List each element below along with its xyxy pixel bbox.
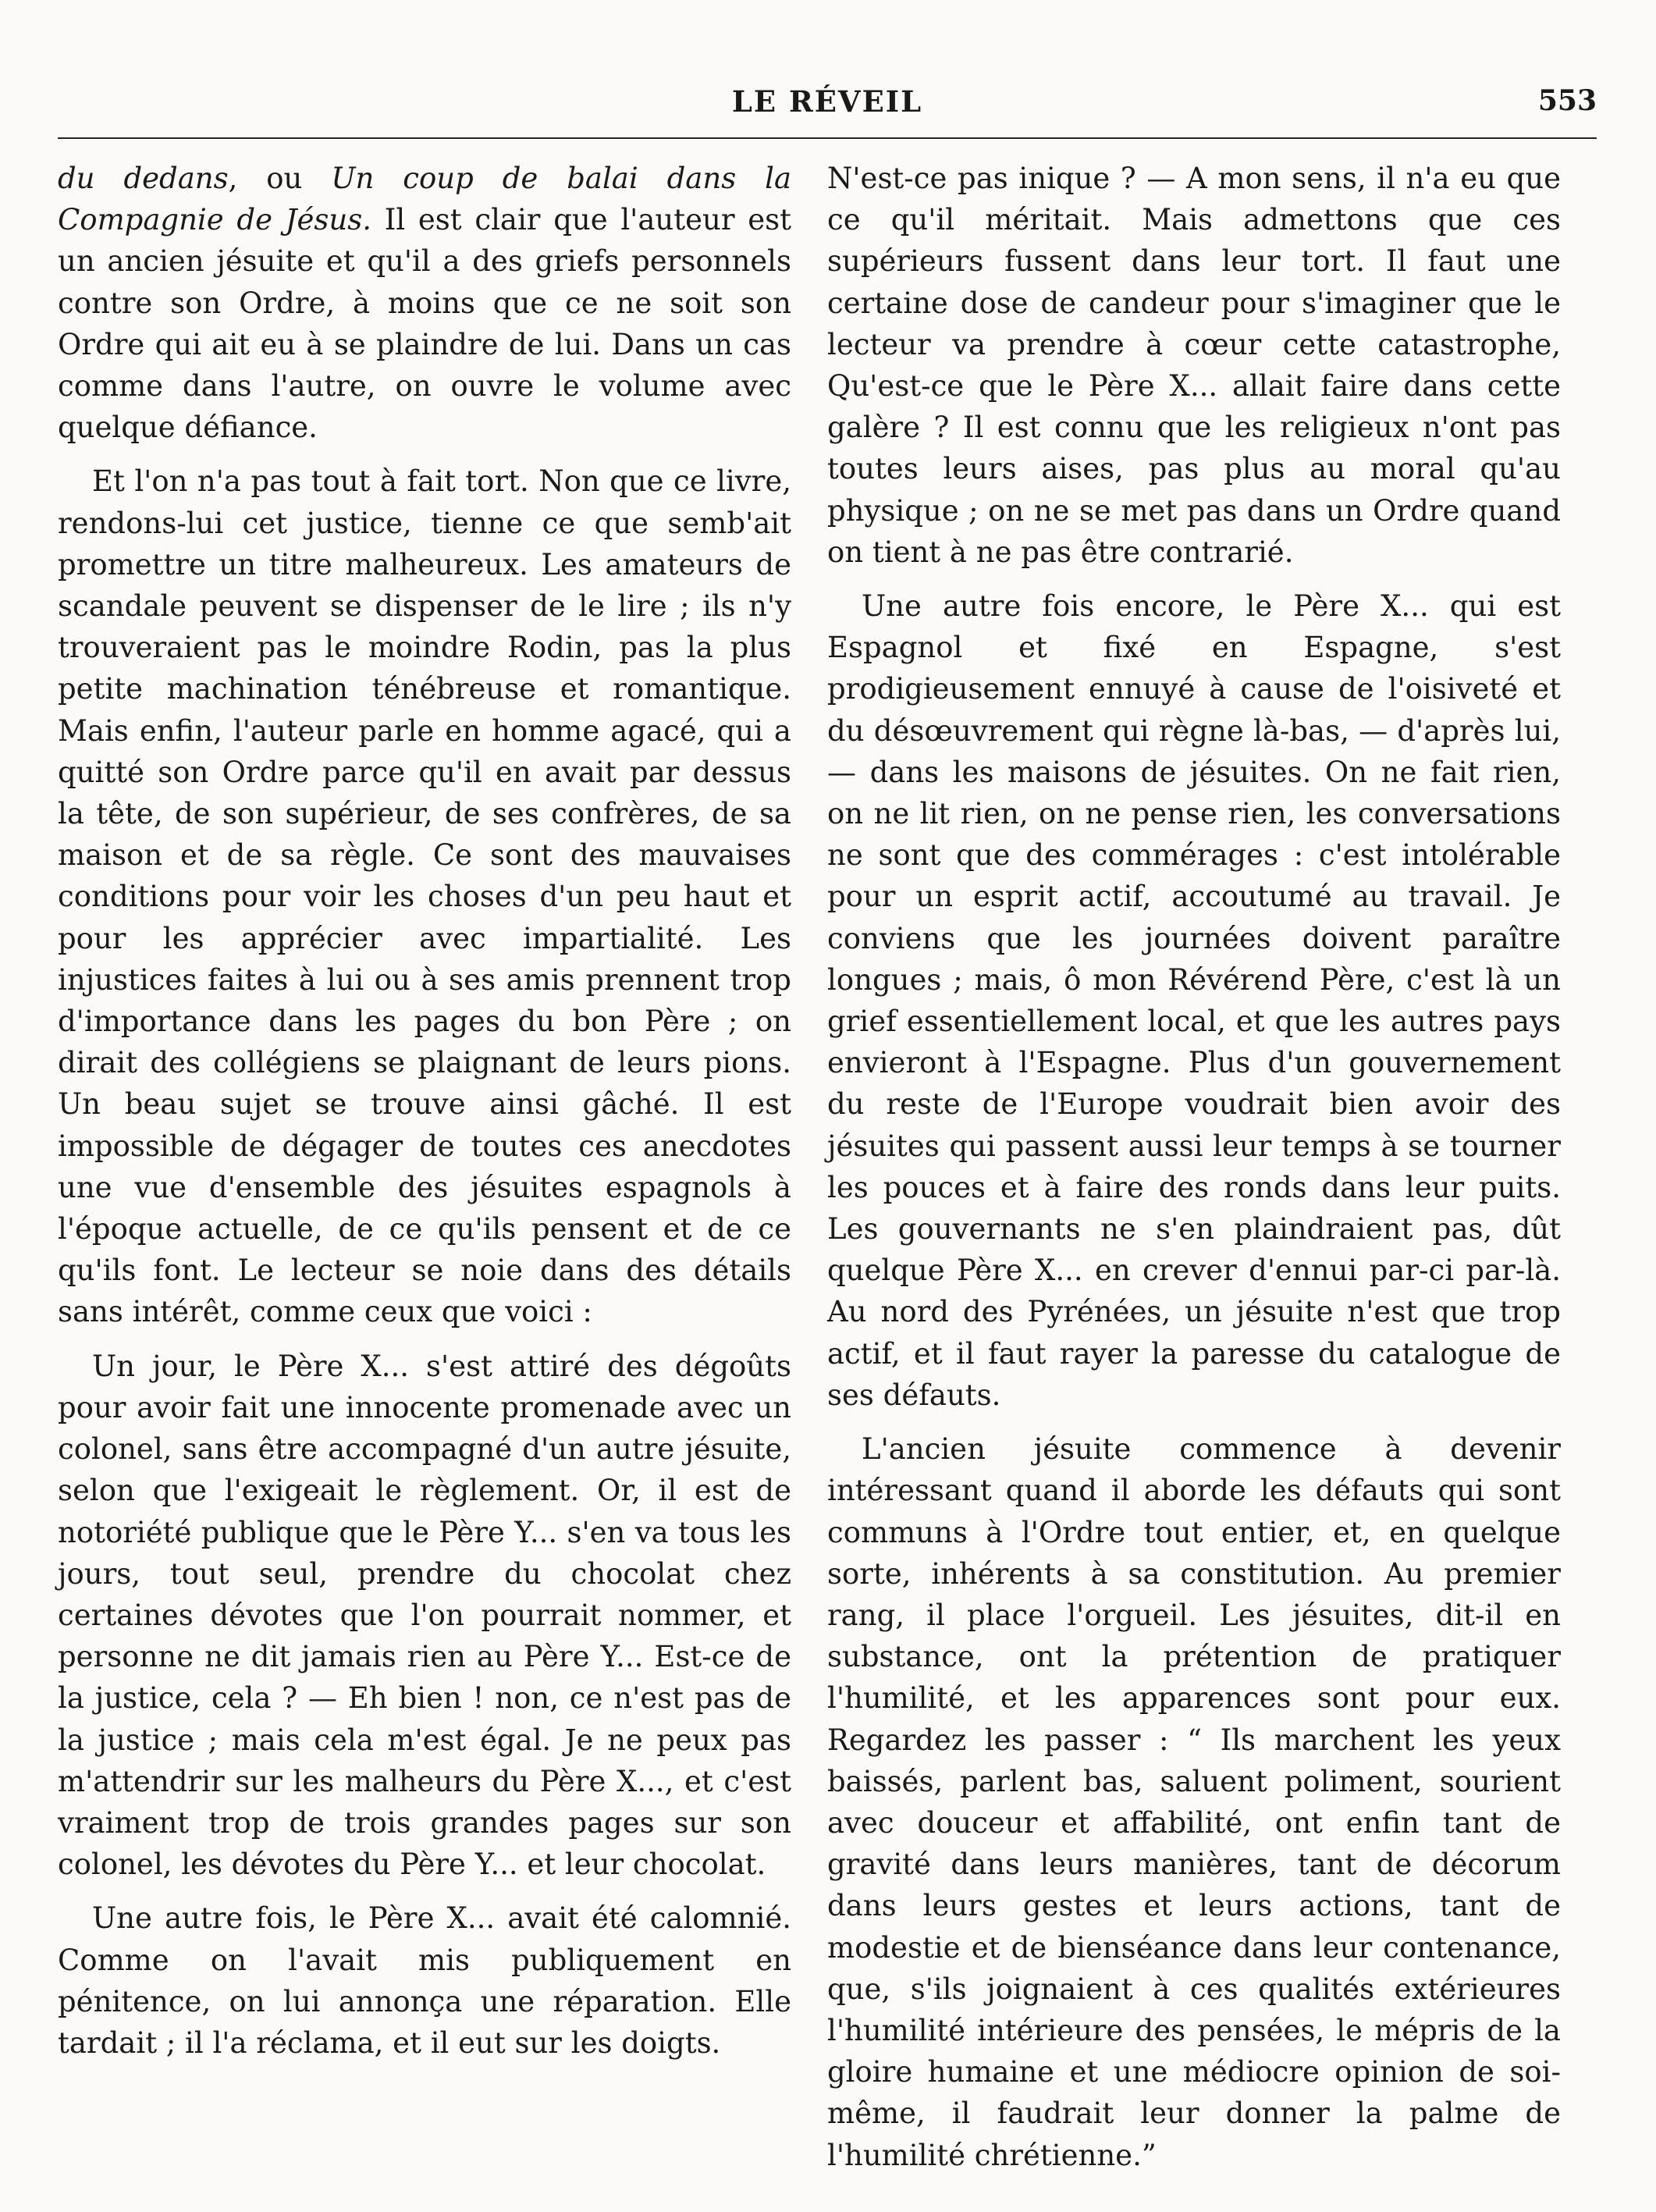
- paragraph: N'est-ce pas inique ? — A mon sens, il n'a eu que ce qu'il méritait. Mais admettons que ces supérieurs fussent dans leur tort. Il faut une certaine dose de candeur pour s'imaginer que le lecteur va prendre à cœur cette catastrophe, Qu'est-ce que le Père X... allait faire dans cette galère ? Il est connu que les religieux n'ont pas toutes leurs aises, pas plus au moral qu'au physique ; on ne se met pas dans un Ordre quand on tient à ne pas être contrarié.: [827, 162, 1561, 569]
- paragraph-text: , ou: [228, 162, 332, 195]
- paragraph: Une autre fois encore, le Père X... qui est Espagnol et fixé en Espagne, s'est prodigieusement ennuyé à cause de l'oisiveté et du désœuvrement qui règne là-bas, — d'après lui, — dans les maisons de jésuites. On ne fait rien, on ne lit rien, on ne pense rien, les conversations ne sont que des commérages : c'est intolérable pour un esprit actif, accoutumé au travail. Je conviens que les journées doivent paraître longues ; mais, ô mon Révérend Père, c'est là un grief essentiellement local, et que les autres pays envieront à l'Espagne. Plus d'un gouvernement du reste de l'Europe voudrait bien avoir des jésuites qui passent aussi leur temps à se tourner les pouces et à faire des ronds dans leur puits. Les gouvernants ne s'en plaindraient pas, dût quelque Père X... en crever d'ennui par-ci par-là. Au nord des Pyrénées, un jésuite n'est que trop actif, et il faut rayer la paresse du catalogue de ses défauts.: [827, 589, 1561, 1412]
- book-title-italic: du dedans: [58, 162, 229, 195]
- left-column: [58, 158, 791, 2064]
- header-rule: [58, 137, 1597, 139]
- paragraph: Un jour, le Père X... s'est attiré des dégoûts pour avoir fait une innocente promenade avec un colonel, sans être accompagné d'un autre jésuite, selon que l'exigeait le règlement. Or, il est de notoriété publique que le Père Y... s'en va tous les jours, tout seul, prendre du chocolat chez certaines dévotes que l'on pourrait nommer, et personne ne dit jamais rien au Père Y... Est-ce de la justice, cela ? — Eh bien ! non, ce n'est pas de la justice ; mais cela m'est égal. Je ne peux pas m'attendrir sur les malheurs du Père X..., et c'est vraiment trop de trois grandes pages sur son colonel, les dévotes du Père Y... et leur chocolat.: [58, 1349, 791, 1882]
- page-number: 553: [1537, 84, 1597, 117]
- paragraph: Et l'on n'a pas tout à fait tort. Non que ce livre, rendons-lui cet justice, tienne ce que semb'ait promettre un titre malheureux. Les amateurs de scandale peuvent se dispenser de le lire ; ils n'y trouveraient pas le moindre Rodin, pas la plus petite machination ténébreuse et romantique. Mais enfin, l'auteur parle en homme agacé, qui a quitté son Ordre parce qu'il en avait par dessus la tête, de son supérieur, de ses confrères, de sa maison et de sa règle. Ce sont des mauvaises conditions pour voir les choses d'un peu haut et pour les apprécier avec impartialité. Les injustices faites à lui ou à ses amis prennent trop d'importance dans les pages du bon Père ; on dirait des collégiens se plaignant de leurs pions. Un beau sujet se trouve ainsi gâché. Il est impossible de dégager de toutes ces anecdotes une vue d'ensemble des jésuites espagnols à l'époque actuelle, de ce qu'ils pensent et de ce qu'ils font. Le lecteur se noie dans des détails sans intérêt, comme ceux que voici :: [58, 464, 791, 1329]
- paragraph-text: Il est clair que l'auteur est un ancien jésuite et qu'il a des griefs personnels contre son Ordre, à moins que ce ne soit son Ordre qui ait eu à se plaindre de lui. Dans un cas comme dans l'autre, on ouvre le volume avec quelque défiance.: [58, 203, 791, 445]
- page-header: [58, 84, 1597, 134]
- paragraph: Une autre fois, le Père X... avait été calomnié. Comme on l'avait mis publiquement en pénitence, on lui annonça une réparation. Elle tardait ; il l'a réclama, et il eut sur les doigts.: [58, 1901, 791, 2060]
- book-title-italic: Un coup de balai dans la Compagnie de Jésus.: [58, 162, 792, 237]
- paragraph: [58, 158, 791, 448]
- running-title: LE RÉVEIL: [731, 84, 923, 119]
- right-column: [827, 158, 1561, 2176]
- paragraph: L'ancien jésuite commence à devenir intéressant quand il aborde les défauts qui sont communs à l'Ordre tout entier, et, en quelque sorte, inhérents à sa constitution. Au premier rang, il place l'orgueil. Les jésuites, dit-il en substance, ont la prétention de pratiquer l'humilité, et les apparences sont pour eux. Regardez les passer : “ Ils marchent les yeux baissés, parlent bas, saluent poliment, sourient avec douceur et affabilité, ont enfin tant de gravité dans leurs manières, tant de décorum dans leurs gestes et leurs actions, tant de modestie et de bienséance dans leur contenance, que, s'ils joignaient à ces qualités extérieures l'humilité intérieure des pensées, le mépris de la gloire humaine et une médiocre opinion de soi-même, il faudrait leur donner la palme de l'humilité chrétienne.”: [827, 1432, 1561, 2172]
